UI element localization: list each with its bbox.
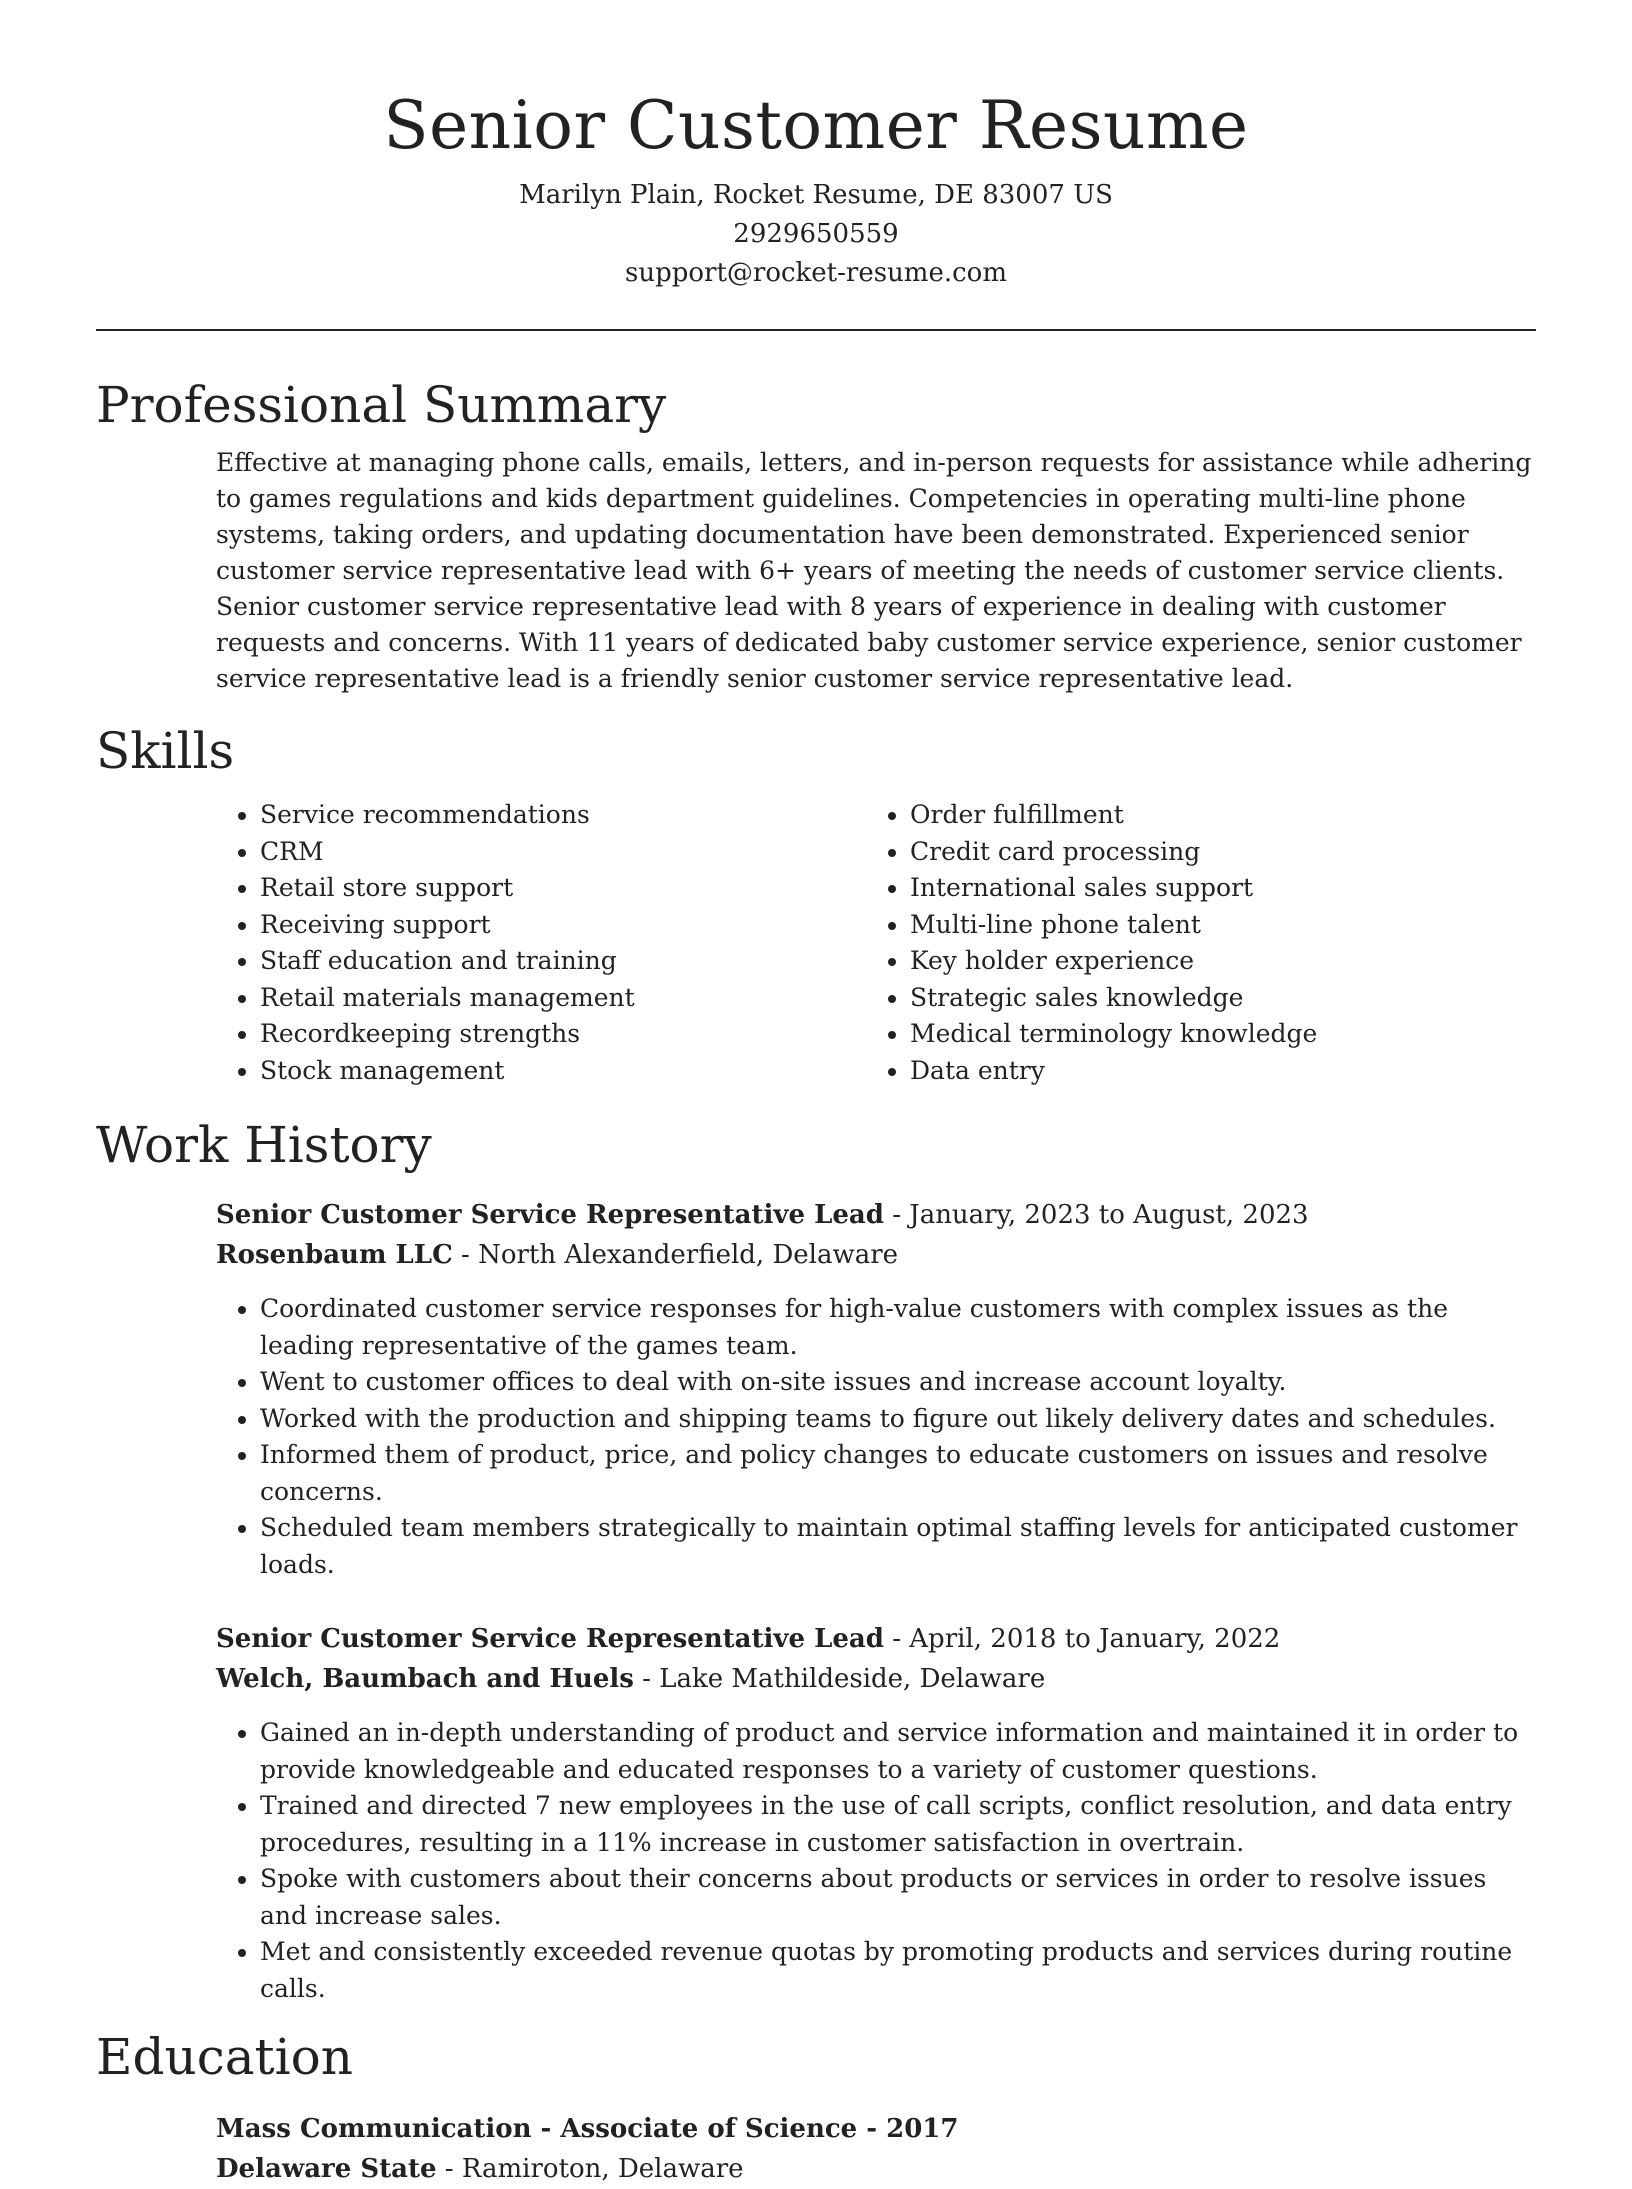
job-bullet: • Went to customer offices to deal with on-site issues and increase account loyalty. [260, 1364, 1536, 1401]
job-bullet: • Worked with the production and shipping teams to figure out likely delivery dates and schedules. [260, 1401, 1536, 1438]
summary-section [96, 375, 1536, 697]
skill-item: • Data entry [910, 1053, 1516, 1090]
skill-item: • Credit card processing [910, 834, 1516, 871]
skill-item: • Staff education and training [260, 943, 866, 980]
skills-section [96, 721, 1536, 1089]
job-title-line [216, 1619, 1536, 1659]
work-history-heading: Work History [96, 1116, 432, 1174]
contact-email: support@rocket-resume.com [624, 258, 1007, 288]
job-bullet: • Trained and directed 7 new employees in the use of call scripts, conflict resolution, and data entry procedures, resulting in a 11% increase in customer satisfaction in overtrain. [260, 1788, 1536, 1861]
job-bullet: • Informed them of product, price, and policy changes to educate customers on issues and resolve concerns. [260, 1437, 1536, 1510]
skills-heading: Skills [96, 722, 235, 780]
education-location: - Ramiroton, Delaware [436, 2154, 744, 2184]
job-company-line [216, 1659, 1536, 1699]
job-company: Welch, Baumbach and Huels [216, 1664, 634, 1694]
skill-item: • CRM [260, 834, 866, 871]
job-bullet: • Scheduled team members strategically to maintain optimal staffing levels for anticipated customer loads. [260, 1510, 1536, 1583]
job-location: - North Alexanderfield, Delaware [452, 1240, 899, 1270]
education-section [96, 2027, 1536, 2189]
job-bullet: • Gained an in-depth understanding of product and service information and maintained it in order to provide knowledgeable and educated responses to a variety of customer questions. [260, 1715, 1536, 1788]
skill-item: • Key holder experience [910, 943, 1516, 980]
job-entry [216, 1195, 1536, 1583]
skills-list-right [866, 797, 1516, 1089]
header-divider [96, 329, 1536, 331]
job-role: Senior Customer Service Representative Lead [216, 1624, 884, 1654]
job-bullet: • Coordinated customer service responses for high-value customers with complex issues as the leading representative of the games team. [260, 1291, 1536, 1364]
skills-list-left [216, 797, 866, 1089]
job-entry [216, 1619, 1536, 2007]
job-location: - Lake Mathildeside, Delaware [633, 1664, 1046, 1694]
education-school-line [216, 2149, 1536, 2189]
work-history-section [96, 1115, 1536, 2007]
skill-item: • Recordkeeping strengths [260, 1016, 866, 1053]
education-entry [216, 2109, 1536, 2189]
skill-item: • International sales support [910, 870, 1516, 907]
contact-block [96, 176, 1536, 293]
resume-header [96, 0, 1536, 293]
resume-title: Senior Customer Resume [383, 87, 1249, 164]
skill-item: • Order fulfillment [910, 797, 1516, 834]
job-bullet: • Met and consistently exceeded revenue quotas by promoting products and services during routine calls. [260, 1934, 1536, 2007]
skill-item: • Strategic sales knowledge [910, 980, 1516, 1017]
contact-address: Marilyn Plain, Rocket Resume, DE 83007 US [519, 180, 1113, 210]
job-bullet: • Spoke with customers about their concerns about products or services in order to resolve issues and increase sales. [260, 1861, 1536, 1934]
summary-heading: Professional Summary [96, 376, 667, 434]
education-degree: Mass Communication - Associate of Science - 2017 [216, 2114, 959, 2144]
job-bullet-list [216, 1291, 1536, 1583]
education-school: Delaware State [216, 2154, 437, 2184]
skill-item: • Retail store support [260, 870, 866, 907]
skill-item: • Retail materials management [260, 980, 866, 1017]
job-company-line [216, 1235, 1536, 1275]
skill-item: • Service recommendations [260, 797, 866, 834]
skill-item: • Receiving support [260, 907, 866, 944]
summary-text: Effective at managing phone calls, emails, letters, and in-person requests for assistance while adhering to games regulations and kids department guidelines. Competencies in operating multi-line phone systems, taking orders, and updating documentation have been demonstrated. Experienced senior customer service representative lead with 6+ years of meeting the needs of customer service clients. Senior customer service representative lead with 8 years of experience in dealing with customer requests and concerns. With 11 years of dedicated baby customer service experience, senior customer service representative lead is a friendly senior customer service representative lead. [216, 448, 1532, 693]
skill-item: • Medical terminology knowledge [910, 1016, 1516, 1053]
job-dates: - January, 2023 to August, 2023 [883, 1200, 1309, 1230]
skill-item: • Stock management [260, 1053, 866, 1090]
job-dates: - April, 2018 to January, 2022 [883, 1624, 1281, 1654]
job-company: Rosenbaum LLC [216, 1240, 453, 1270]
job-bullet-list [216, 1715, 1536, 2007]
skills-grid [216, 797, 1536, 1089]
education-heading: Education [96, 2028, 353, 2086]
contact-phone: 2929650559 [733, 219, 899, 249]
skill-item: • Multi-line phone talent [910, 907, 1516, 944]
job-title-line [216, 1195, 1536, 1235]
job-role: Senior Customer Service Representative Lead [216, 1200, 884, 1230]
summary-body [216, 445, 1536, 697]
